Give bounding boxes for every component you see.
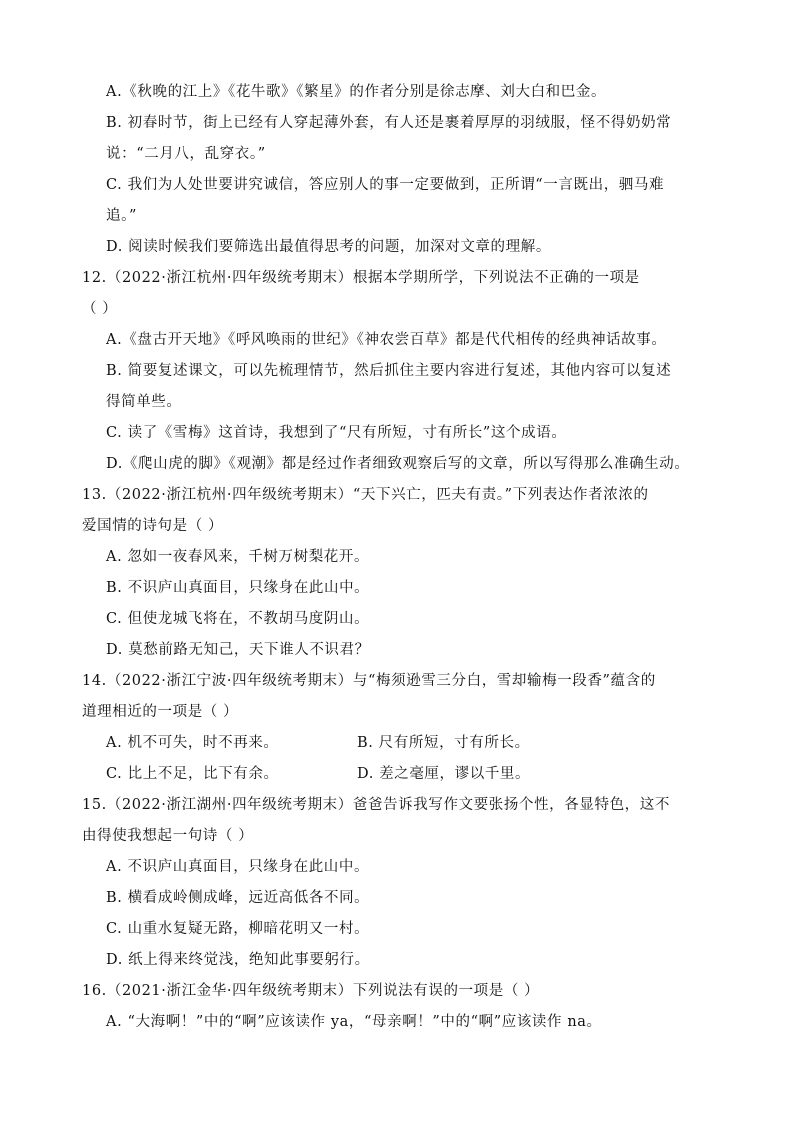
option-14-b: B. 尺有所短，寸有所长。: [357, 735, 530, 751]
option-15-c: C. 山重水复疑无路，柳暗花明又一村。: [106, 921, 370, 937]
option-11-d: D. 阅读时候我们要筛选出最值得思考的问题，加深对文章的理解。: [106, 239, 551, 255]
option-11-c-cont: 追。”: [106, 208, 137, 224]
option-15-d: D. 纸上得来终觉浅，绝知此事要躬行。: [106, 952, 370, 968]
option-11-b: B. 初春时节，街上已经有人穿起薄外套，有人还是裹着厚厚的羽绒服，怪不得奶奶常: [106, 115, 672, 131]
option-13-b: B. 不识庐山真面目，只缘身在此山中。: [106, 580, 370, 596]
question-13: 13.（2022·浙江杭州·四年级统考期末）“天下兴亡，匹夫有责。”下列表达作者浓浓的: [82, 487, 649, 503]
option-14-c: C. 比上不足，比下有余。: [106, 766, 279, 782]
question-13-cont: 爱国情的诗句是（ ）: [82, 518, 224, 534]
option-12-c: C. 读了《雪梅》这首诗，我想到了“尺有所短，寸有所长”这个成语。: [106, 425, 567, 441]
question-15: 15.（2022·浙江湖州·四年级统考期末）爸爸告诉我写作文要张扬个性，各显特色，这不: [82, 797, 670, 813]
question-14-cont: 道理相近的一项是（ ）: [82, 704, 239, 720]
option-13-d: D. 莫愁前路无知己，天下谁人不识君？: [106, 642, 370, 658]
option-15-a: A. 不识庐山真面目，只缘身在此山中。: [106, 859, 370, 875]
option-14-d: D. 差之毫厘，谬以千里。: [357, 766, 531, 782]
option-13-a: A. 忽如一夜春风来，千树万树梨花开。: [106, 549, 370, 565]
option-12-a: A.《盘古开天地》《呼风唤雨的世纪》《神农尝百草》都是代代相传的经典神话故事。: [106, 332, 667, 348]
question-15-cont: 由得使我想起一句诗（ ）: [82, 828, 254, 844]
option-16-a: A. “大海啊！”中的“啊”应该读作 ya，“母亲啊！”中的“啊”应该读作 na。: [106, 1014, 602, 1030]
question-14: 14.（2022·浙江宁波·四年级统考期末）与“梅须逊雪三分白，雪却输梅一段香”蕴含的: [82, 673, 656, 689]
question-12: 12.（2022·浙江杭州·四年级统考期末）根据本学期所学，下列说法不正确的一项是: [82, 270, 640, 286]
option-12-b: B. 简要复述课文，可以先梳理情节，然后抓住主要内容进行复述，其他内容可以复述: [106, 363, 672, 379]
option-15-b: B. 横看成岭侧成峰，远近高低各不同。: [106, 890, 370, 906]
option-12-b-cont: 得简单些。: [106, 394, 182, 410]
option-12-d: D.《爬山虎的脚》《观潮》都是经过作者细致观察后写的文章，所以写得那么准确生动。: [106, 456, 690, 472]
option-11-b-cont: 说：“二月八，乱穿衣。”: [106, 146, 266, 162]
option-11-c: C. 我们为人处世要讲究诚信，答应别人的事一定要做到，正所谓“一言既出，驷马难: [106, 177, 665, 193]
question-12-blank: （ ）: [82, 301, 118, 317]
option-11-a: A.《秋晚的江上》《花牛歌》《繁星》的作者分别是徐志摩、刘大白和巴金。: [106, 84, 607, 100]
option-13-c: C. 但使龙城飞将在，不教胡马度阴山。: [106, 611, 370, 627]
option-14-a: A. 机不可失，时不再来。: [106, 735, 279, 751]
question-16: 16.（2021·浙江金华·四年级统考期末）下列说法有误的一项是（ ）: [82, 983, 540, 999]
